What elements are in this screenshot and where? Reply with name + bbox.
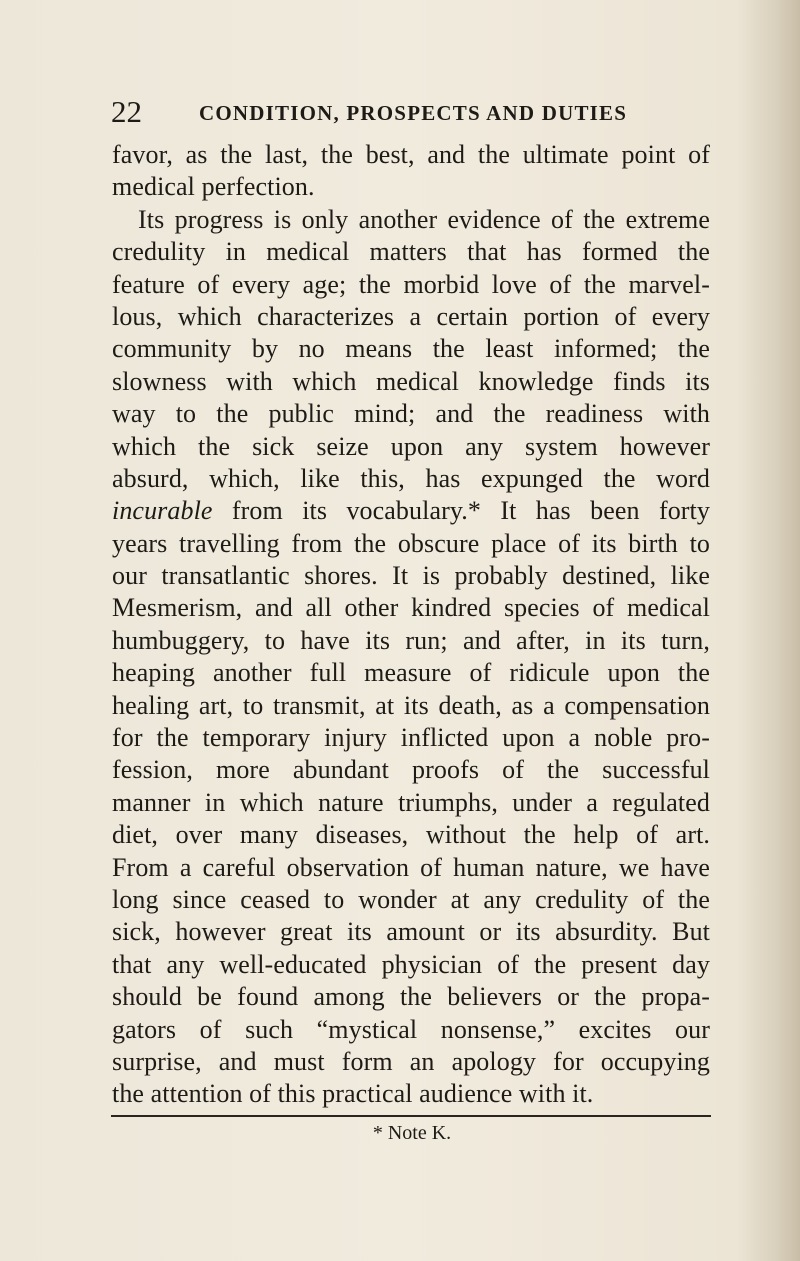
running-head: CONDITION, PROSPECTS AND DUTIES [199, 101, 628, 125]
text-line: sick, however great its amount or its absurdity. But [112, 917, 710, 947]
text-line: community by no means the least informed; the [112, 334, 710, 364]
text-line: surprise, and must form an apology for occupying [112, 1046, 710, 1076]
text-line: credulity in medical matters that has formed the [112, 237, 710, 267]
text-line: slowness with which medical knowledge finds its [112, 366, 710, 396]
text-line: lous, which characterizes a certain portion of every [112, 301, 710, 331]
text-line: long since ceased to wonder at any credulity of the [112, 884, 710, 914]
body-text [112, 139, 710, 1111]
text-line: that any well-educated physician of the present day [112, 949, 710, 979]
text-line: gators of such “mystical nonsense,” excites our [112, 1014, 710, 1044]
italic-word: incurable [112, 496, 213, 526]
text-line: our transatlantic shores. It is probably destined, like [112, 561, 710, 591]
text-line: humbuggery, to have its run; and after, in its turn, [112, 625, 710, 655]
text-line: medical perfection. [112, 172, 315, 202]
line-text: from its vocabulary.* It has been forty [212, 496, 710, 526]
text-line: Mesmerism, and all other kindred species of medical [112, 593, 710, 623]
footnote-rule [111, 1115, 711, 1117]
footnote: * Note K. [372, 1122, 452, 1144]
text-line: way to the public mind; and the readiness with [112, 399, 710, 429]
text-line: for the temporary injury inflicted upon a noble pro- [112, 723, 710, 753]
text-line: which the sick seize upon any system however [112, 431, 710, 461]
text-line: feature of every age; the morbid love of the marvel- [112, 269, 710, 299]
text-line: years travelling from the obscure place of its birth to [112, 528, 710, 558]
text-line: diet, over many diseases, without the help of art. [112, 820, 710, 850]
text-line: healing art, to transmit, at its death, as a compensation [112, 690, 710, 720]
text-line: manner in which nature triumphs, under a regulated [112, 787, 710, 817]
text-line: Its progress is only another evidence of the extreme [138, 204, 710, 234]
text-line: favor, as the last, the best, and the ultimate point of [112, 140, 710, 169]
text-line: absurd, which, like this, has expunged the word [112, 463, 710, 493]
text-line: heaping another full measure of ridicule upon the [112, 658, 710, 688]
text-line: From a careful observation of human nature, we have [112, 852, 710, 882]
text-line: fession, more abundant proofs of the successful [112, 755, 710, 785]
page-header [111, 92, 721, 132]
text-line: should be found among the believers or the propa- [112, 982, 710, 1012]
page-number: 22 [111, 94, 142, 129]
text-line: the attention of this practical audience with it. [112, 1079, 594, 1109]
text-line [112, 495, 710, 527]
